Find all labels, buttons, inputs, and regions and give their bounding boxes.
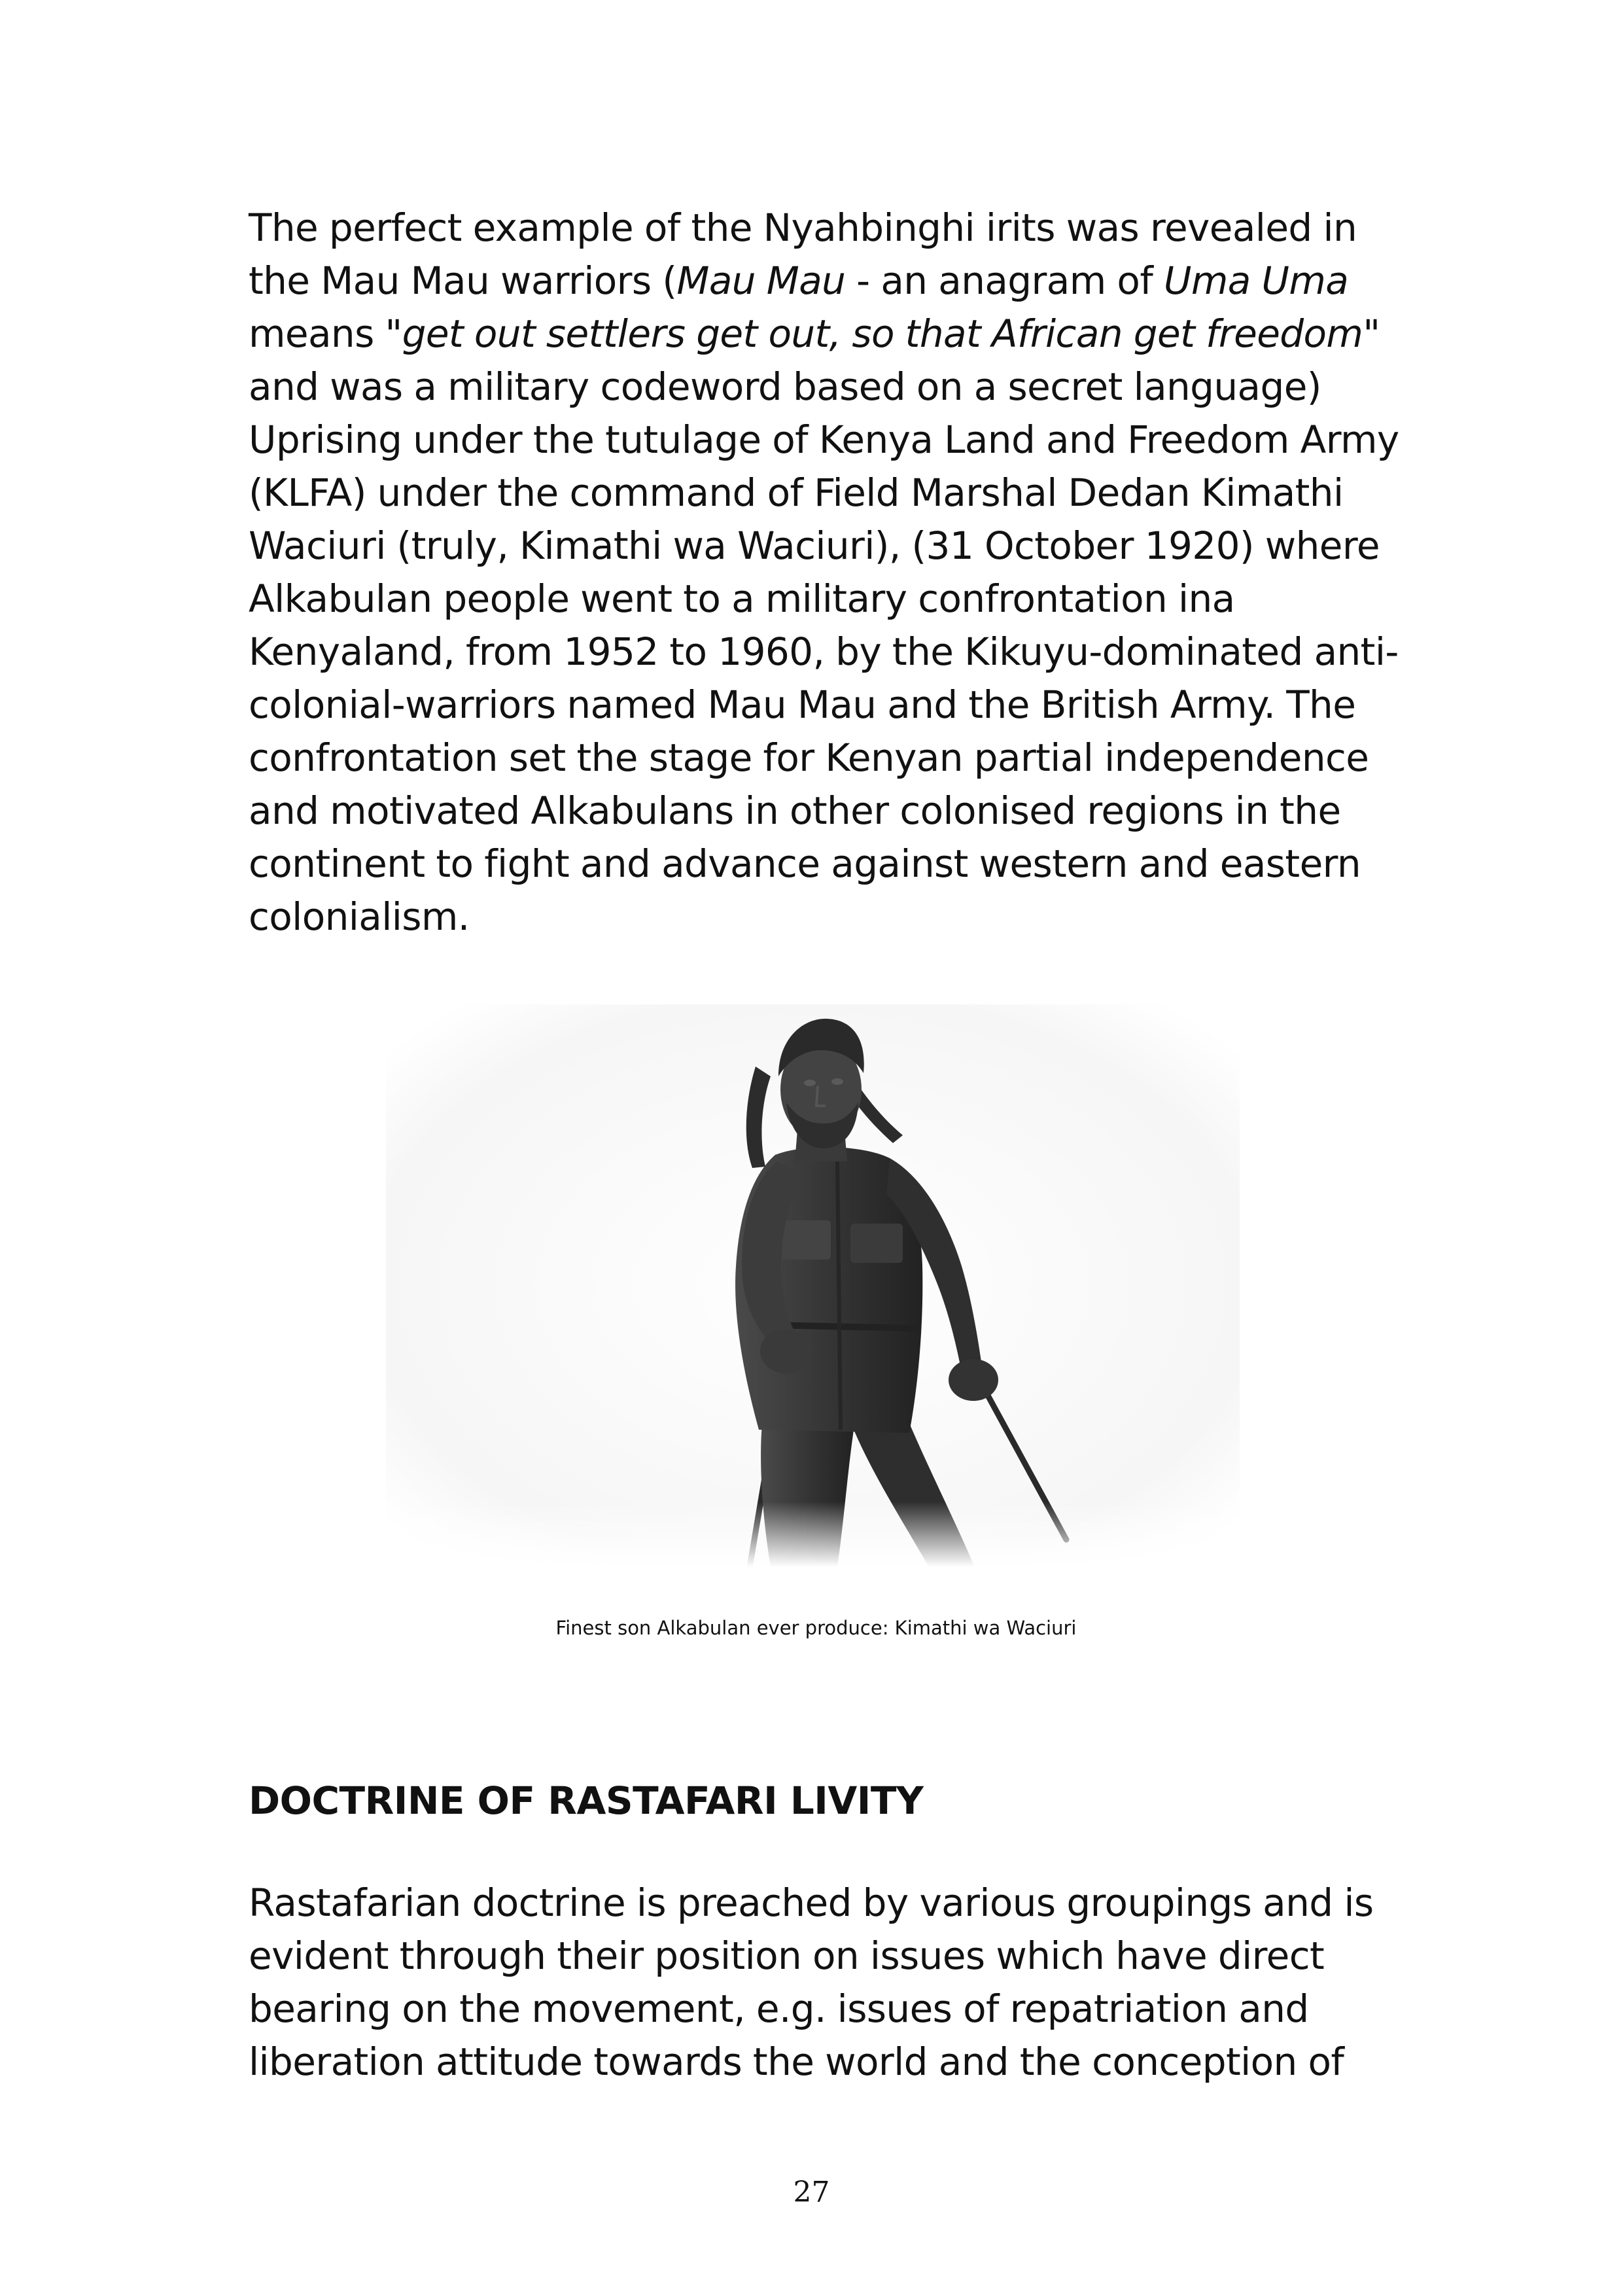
text-line: Rastafarian doctrine is preached by various groupings and is bbox=[249, 1881, 1374, 1925]
text-line: colonial-warriors named Mau Mau and the British Army. The bbox=[249, 682, 1356, 727]
text-run: the Mau Mau warriors ( bbox=[249, 258, 677, 303]
statue-illustration bbox=[386, 1004, 1240, 1567]
text-line: The perfect example of the Nyahbinghi irits was revealed in bbox=[249, 205, 1357, 250]
text-line: (KLFA) under the command of Field Marshal Dedan Kimathi bbox=[249, 470, 1344, 515]
text-line: continent to fight and advance against western and eastern bbox=[249, 841, 1361, 886]
body-paragraph-mau-mau bbox=[249, 202, 1399, 944]
text-line: and motivated Alkabulans in other colonised regions in the bbox=[249, 788, 1341, 833]
text-line: colonialism. bbox=[249, 894, 470, 939]
italic-quote: get out settlers get out, so that African get freedom bbox=[402, 311, 1363, 356]
section-heading: DOCTRINE OF RASTAFARI LIVITY bbox=[249, 1778, 924, 1823]
page-number: 27 bbox=[793, 2176, 830, 2209]
text-line: Uprising under the tutulage of Kenya Land and Freedom Army bbox=[249, 417, 1399, 462]
text-line bbox=[249, 255, 1384, 308]
text-run: means " bbox=[249, 311, 402, 356]
figure-caption: Finest son Alkabulan ever produce: Kimathi wa Waciuri bbox=[555, 1617, 1077, 1639]
text-line: bearing on the movement, e.g. issues of repatriation and bbox=[249, 1987, 1309, 2031]
text-line: confrontation set the stage for Kenyan partial independence bbox=[249, 735, 1369, 780]
body-paragraph-doctrine bbox=[249, 1877, 1384, 2089]
text-line bbox=[249, 308, 1384, 361]
photo-fade bbox=[386, 1502, 1240, 1567]
italic-term: Uma Uma bbox=[1163, 258, 1349, 303]
text-run: - an anagram of bbox=[845, 258, 1164, 303]
text-line: Waciuri (truly, Kimathi wa Waciuri), (31 October 1920) where bbox=[249, 523, 1380, 568]
text-line: Alkabulan people went to a military confrontation ina bbox=[249, 576, 1235, 621]
text-line: and was a military codeword based on a secret language) bbox=[249, 364, 1321, 409]
text-run: " bbox=[1363, 311, 1380, 356]
text-line: Kenyaland, from 1952 to 1960, by the Kikuyu-dominated anti- bbox=[249, 629, 1399, 674]
italic-term: Mau Mau bbox=[676, 258, 846, 303]
text-line: liberation attitude towards the world and the conception of bbox=[249, 2040, 1344, 2084]
statue-photo bbox=[386, 1004, 1240, 1567]
text-line: evident through their position on issues which have direct bbox=[249, 1934, 1325, 1978]
